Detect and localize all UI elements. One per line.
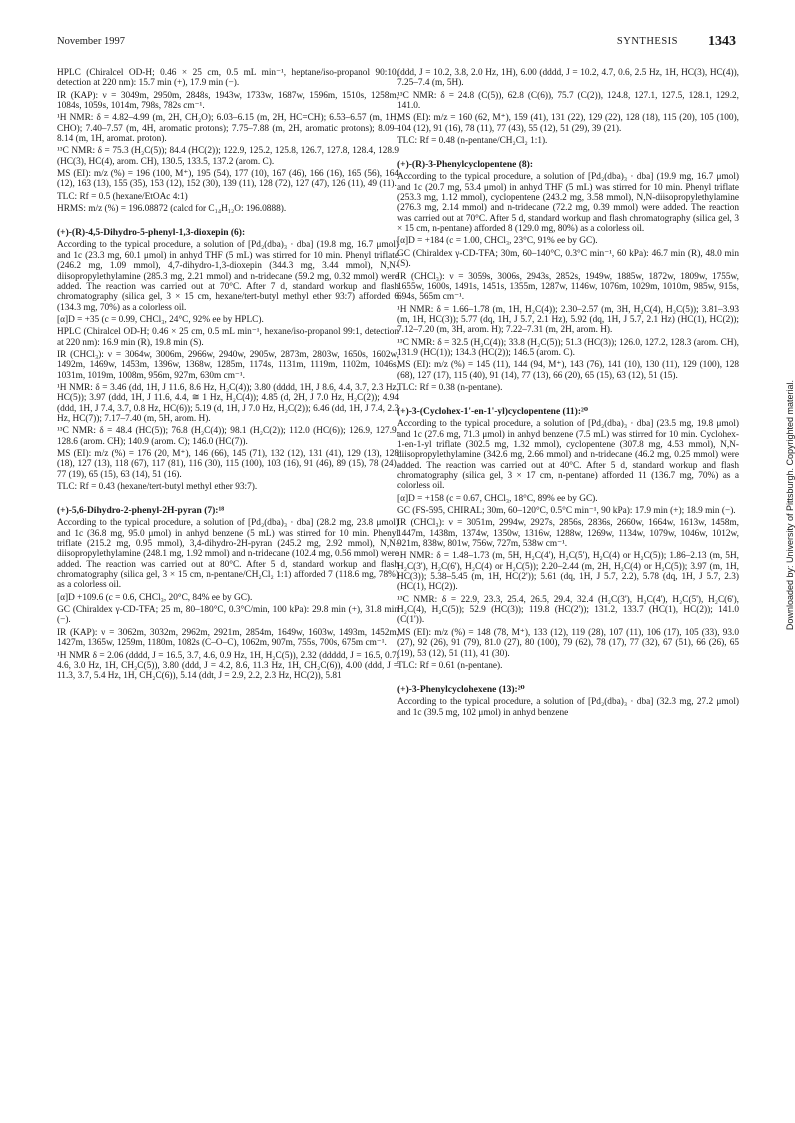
paragraph: HPLC (Chiralcel OD-H; 0.46 × 25 cm, 0.5 mL min⁻¹, heptane/iso-propanol 90:10, detection at 220 nm): 15.7 min (+), 17.9 min (−). (57, 68, 399, 89)
paragraph: MS (EI): m/z (%) = 145 (11), 144 (94, M⁺), 143 (76), 141 (10), 130 (11), 129 (100), 128 (68), 127 (17), 115 (40), 91 (14), 77 (13), 66 (20), 65 (15), 63 (12), 51 (15). (397, 360, 739, 381)
paragraph: TLC: Rf = 0.5 (hexane/EtOAc 4:1) (57, 191, 188, 202)
paragraph: MS (EI): m/z (%) = 196 (100, M⁺), 195 (54), 177 (10), 167 (46), 166 (16), 165 (56), 164 (12), 163 (13), 155 (35), 153 (12), 152 (30), 139 (11), 128 (72), 127 (47), 126 (11), 49 (11). (57, 169, 399, 190)
paragraph: According to the typical procedure, a solution of [Pd₂(dba)₃ · dba] (23.5 mg, 19.8 μmol) and 1c (27.6 mg, 71.3 μmol) in anhyd benzene (7.5 mL) was stirred for 10 min. Cyclohex-1-en-1-yl triflate (302.5 mg, 1.32 mmol), cyclopentene (307.8 mg, 4.53 mmol), N,N-diisopropylethylamine (342.6 mg, 2.66 mmol) and n-tridecane (46.2 mg, 0.25 mmol) were added. The reaction was carried out at 40°C. After 5 d, standard workup and flash chromatography (silica gel, 3 × 17 cm, n-pentane) afforded 11 (136.7 mg, 70%) as a colorless oil. (397, 419, 739, 492)
paragraph: IR (CHCl₃): ν = 3059s, 3006s, 2943s, 2852s, 1949w, 1885w, 1872w, 1809w, 1755w, 1655w, 1600s, 1491s, 1451s, 1355m, 1287w, 1146w, 1076m, 1029m, 1010m, 985w, 915s, 694s, 565m cm⁻¹. (397, 271, 739, 303)
paragraph: GC (Chiraldex γ-CD-TFA; 25 m, 80–180°C, 0.3°C/min, 100 kPa): 29.8 min (+), 31.8 min (−). (57, 605, 399, 626)
paragraph: MS (EI): m/z = 160 (62, M⁺), 159 (41), 131 (22), 129 (22), 128 (18), 115 (20), 105 (100), 104 (12), 91 (16), 78 (11), 77 (43), 55 (12), 51 (29), 39 (21). (397, 113, 739, 134)
paragraph: IR (KAP): ν = 3049m, 2950m, 2848s, 1943w, 1733w, 1687w, 1596m, 1510s, 1258m, 1084s, 1059s, 1014m, 798s, 782s cm⁻¹. (57, 90, 399, 112)
paragraph: TLC: Rf = 0.48 (n-pentane/CH₂Cl₂ 1:1). (397, 136, 548, 147)
paragraph: TLC: Rf = 0.43 (hexane/tert-butyl methyl ether 93:7). (57, 482, 258, 493)
paragraph: According to the typical procedure, a solution of [Pd₂(dba)₃ · dba] (28.2 mg, 23.8 μmol) and 1c (36.8 mg, 95.0 μmol) in anhyd benzene (5 mL) was stirred for 10 min. Phenyl triflate (215.2 mg, 0.95 mmol), 3,4-dihydro-2H-pyran (245.2 mg, 2.92 mmol), N,N-diisopropylethylamine (248.1 mg, 1.92 mmol) and n-tridecane (102.4 mg, 0.56 mmol) were added. The reaction was carried out at 80°C. After 5 d, standard workup and flash chromatography (silica gel, 3 × 15 cm, n-pentane/CH₂Cl₂ 1:1) afforded 7 (118.6 mg, 78%) as a colorless oil. (57, 518, 399, 591)
compound-heading: (+)-3-Phenylcyclohexene (13):²⁰ (397, 685, 525, 696)
paragraph: ¹H NMR: δ = 1.48–1.73 (m, 5H, H₂C(4'), H₂C(5'), H₂C(4) or H₂C(5)); 1.86–2.13 (m, 5H, H₂C(3'), H₂C(6'), H₂C(4) or H₂C(5)); 2.20–2.44 (m, 2H, H₂C(4) or H₂C(5)); 3.97 (m, 1H, HC(3)); 5.38–5.45 (m, 1H, HC(2')); 5.61 (dq, 1H, J 5.7, 2.2), 5.78 (dq, 1H, J 5.7, 2.3) (HC(1), HC(2)). (397, 551, 739, 593)
issue-date: November 1997 (57, 36, 125, 47)
paragraph: [α]D = +35 (c = 0.99, CHCl₃, 24°C, 92% ee by HPLC). (57, 314, 264, 325)
download-note: Downloaded by: University of Pittsburgh. Copyrighted material. (785, 379, 795, 631)
left-column (57, 68, 399, 684)
paragraph: ¹H NMR δ = 2.06 (dddd, J = 16.5, 3.7, 4.6, 0.9 Hz, 1H, H₂C(5)), 2.32 (ddddd, J = 16.5, 0.7, 4.6, 3.0 Hz, 1H, CH₂C(5)), 3.80 (ddd, J = 4.2, 8.6, 11.3 Hz, 1H, CH₂C(6)), 4.00 (ddd, J = 11.3, 3.7, 5.4 Hz, 1H, CH₂C(6)), 5.14 (ddt, J = 2.9, 2.2, 2.3 Hz, HC(2)), 5.81 (57, 650, 399, 682)
paragraph: ¹H NMR: δ = 1.66–1.78 (m, 1H, H₂C(4)); 2.30–2.57 (m, 3H, H₂C(4), H₂C(5)); 3.81–3.93 (m, 1H, HC(3)); 5.77 (dq, 1H, J 5.7, 2.1 Hz), 5.92 (dq, 1H, J 5.7, 2.1 Hz) (HC(1), HC(2)); 7.12–7.20 (m, 3H, arom. H); 7.22–7.31 (m, 2H, arom. H). (397, 304, 739, 336)
paragraph: [α]D = +184 (c = 1.00, CHCl₃, 23°C, 91% ee by GC). (397, 236, 598, 247)
paragraph: According to the typical procedure, a solution of [Pd₂(dba)₃ · dba] (19.8 mg, 16.7 μmol) and 1c (23.3 mg, 60.1 μmol) in anhyd THF (5 mL) was stirred for 10 min. Phenyl triflate (246.2 mg, 1.09 mmol), 4,7-dihydro-1,3-dioxepin (344.3 mg, 3.44 mmol), N,N-diisopropylethylamine (285.3 mg, 2.21 mmol) and n-tridecane (59.2 mg, 0.32 mmol) were added. The reaction was carried out at 70°C. After 7 d, standard workup and flash chromatography (silica gel, 3 × 15 cm, hexane/tert-butyl methyl ether 93:7) afforded 6 (134.3 mg, 70%) as a colorless oil. (57, 240, 399, 313)
paragraph: GC (FS-595, CHIRAL; 30m, 60–120°C, 0.5°C min⁻¹, 90 kPa): 17.9 min (+); 18.9 min (−). (397, 506, 736, 517)
paragraph: ¹³C NMR: δ = 48.4 (HC(5)); 76.8 (H₂C(4)); 98.1 (H₂C(2)); 112.0 (HC(6)); 126.9, 127.9, 128.6 (arom. CH); 140.9 (arom. C); 146.0 (HC(7)). (57, 426, 399, 447)
paragraph: TLC: Rf = 0.61 (n-pentane). (397, 660, 503, 671)
paragraph: ¹³C NMR: δ = 32.5 (H₂C(4)); 33.8 (H₂C(5)); 51.3 (HC(3)); 126.0, 127.2, 128.3 (arom. CH), 131.9 (HC(1)); 134.3 (HC(2)); 146.5 (arom. C). (397, 337, 739, 358)
paragraph: TLC: Rf = 0.38 (n-pentane). (397, 382, 503, 393)
paragraph: HPLC (Chiralcel OD-H; 0.46 × 25 cm, 0.5 mL min⁻¹, hexane/iso-propanol 99:1, detection at 220 nm): 16.9 min (R), 19.8 min (S). (57, 327, 399, 348)
compound-heading: (+)-3-(Cyclohex-1'-en-1'-yl)cyclopentene (11):²⁰ (397, 407, 589, 418)
paragraph: ¹H NMR: δ = 4.82–4.99 (m, 2H, CH₂O); 6.03–6.15 (m, 2H, HC=CH); 6.53–6.57 (m, 1H, CHO); 7.40–7.57 (m, 4H, aromatic protons); 7.75–7.88 (m, 2H, aromatic protons); 8.09–8.14 (m, 1H, aromat. proton). (57, 113, 399, 145)
page-number: 1343 (708, 34, 736, 49)
compound-heading: (+)-(R)-3-Phenylcyclopentene (8): (397, 160, 533, 171)
paragraph: IR (CHCl₃): ν = 3064w, 3006m, 2966w, 2940w, 2905w, 2873m, 2803w, 1650s, 1602w, 1492m, 1469w, 1453m, 1396w, 1368w, 1285m, 1174s, 1131m, 1119m, 1102m, 1046s, 1031m, 1019m, 1008m, 956m, 927m, 630m cm⁻¹. (57, 349, 399, 381)
compound-heading: (+)-(R)-4,5-Dihydro-5-phenyl-1,3-dioxepin (6): (57, 228, 246, 239)
paragraph: HRMS: m/z (%) = 196.08872 (calcd for C₁₄H₁₂O: 196.0888). (57, 204, 287, 215)
page-header (57, 36, 736, 52)
journal-name: SYNTHESIS (616, 36, 678, 47)
paragraph: According to the typical procedure, a solution of [Pd₂(dba)₃ · dba] (32.3 mg, 27.2 μmol) and 1c (39.5 mg, 102 μmol) in anhyd benzene (397, 697, 739, 718)
paragraph: ¹H NMR: δ = 3.46 (dd, 1H, J 11.6, 8.6 Hz, H₂C(4)); 3.80 (dddd, 1H, J 8.6, 4.4, 3.7, 2.3 Hz, HC(5)); 3.97 (ddd, 1H, J 11.6, 4.4, ≅ 1 Hz, H₂C(4)); 4.85 (d, 2H, J 7.0 Hz, H₂C(2)); 4.94 (ddd, 1H, J 7.4, 3.7, 0.8 Hz, HC(6)); 5.19 (d, 1H, J 7.0 Hz, H₂C(2)); 6.46 (dd, 1H, J 7.4, 2.3 Hz, HC(7)); 7.17–7.40 (m, 5H, arom. H). (57, 382, 399, 424)
compound-heading: (+)-5,6-Dihydro-2-phenyl-2H-pyran (7):¹⁸ (57, 506, 225, 517)
paragraph: ¹³C NMR: δ = 24.8 (C(5)), 62.8 (C(6)), 75.7 (C(2)), 124.8, 127.1, 127.5, 128.1, 129.2, 141.0. (397, 90, 739, 112)
paragraph: MS (EI): m/z (%) = 148 (78, M⁺), 133 (12), 119 (28), 107 (11), 106 (17), 105 (33), 93.0 (27), 92 (26), 91 (79), 81.0 (27), 80 (100), 79 (62), 78 (17), 77 (32), 67 (51), 66 (26), 65 (19), 53 (12), 51 (11), 41 (30). (397, 627, 739, 659)
paragraph: [α]D = +158 (c = 0.67, CHCl₃, 18°C, 89% ee by GC). (397, 493, 598, 504)
paragraph: [α]D +109.6 (c = 0.6, CHCl₃, 20°C, 84% ee by GC). (57, 592, 253, 603)
paragraph: IR (CHCl₃): ν = 3051m, 2994w, 2927s, 2856s, 2836s, 2660w, 1664w, 1613w, 1458m, 1447m, 1438m, 1374w, 1350w, 1316w, 1288w, 1269w, 1134w, 1079w, 1046w, 1012w, 921m, 838w, 801w, 756w, 727m, 538w cm⁻¹. (397, 518, 739, 550)
paragraph: ¹³C NMR: δ = 75.3 (H₂C(5)); 84.4 (HC(2)); 122.9, 125.2, 125.8, 126.7, 127.8, 128.4, 128.9 (HC(3), HC(4), arom. CH), 130.5, 133.5, 137.2 (arom. C). (57, 146, 399, 167)
paragraph: GC (Chiraldex γ-CD-TFA; 30m, 60–140°C, 0.3°C min⁻¹, 60 kPa): 46.7 min (R), 48.0 min (S). (397, 248, 739, 270)
paragraph: IR (KAP): ν = 3062m, 3032m, 2962m, 2921m, 2854m, 1649w, 1603w, 1493m, 1452m, 1427m, 1365w, 1259m, 1180m, 1082s (C–O–C), 1062m, 907m, 755s, 700s, 675m cm⁻¹. (57, 627, 399, 649)
download-watermark (780, 200, 795, 800)
paragraph: (ddd, J = 10.2, 3.8, 2.0 Hz, 1H), 6.00 (dddd, J = 10.2, 4.7, 0.6, 2.5 Hz, 1H, HC(3), HC(4)), 7.25–7.4 (m, 5H). (397, 68, 739, 89)
right-column (397, 68, 739, 720)
paragraph: MS (EI): m/z (%) = 176 (20, M⁺), 146 (66), 145 (71), 132 (12), 131 (41), 129 (13), 128 (18), 127 (13), 118 (67), 117 (81), 116 (30), 115 (100), 103 (16), 91 (46), 89 (15), 78 (24), 77 (19), 65 (15), 63 (14), 51 (16). (57, 449, 399, 480)
paragraph: According to the typical procedure, a solution of [Pd₂(dba)₃ · dba] (19.9 mg, 16.7 μmol) and 1c (20.7 mg, 53.4 μmol) in anhyd THF (5 mL) was stirred for 10 min. Phenyl triflate (253.3 mg, 1.12 mmol), cyclopentene (243.2 mg, 3.58 mmol), N,N-diisopropylethylamine (276.3 mg, 2.14 mmol) and n-tridecane (72.2 mg, 0.39 mmol) were added. The reaction was carried out at 70°C. After 5 d, standard workup and flash chromatography (silica gel, 3 × 15 cm, n-pentane) afforded 8 (129.0 mg, 80%) as a colorless oil. (397, 172, 739, 235)
paragraph: ¹³C NMR: δ = 22.9, 23.3, 25.4, 26.5, 29.4, 32.4 (H₂C(3'), H₂C(4'), H₂C(5'), H₂C(6'), H₂C(4), H₂C(5)); 52.9 (HC(3)); 119.8 (HC(2')); 131.2, 133.7 (HC(1), HC(2)); 141.0 (C(1')). (397, 594, 739, 626)
